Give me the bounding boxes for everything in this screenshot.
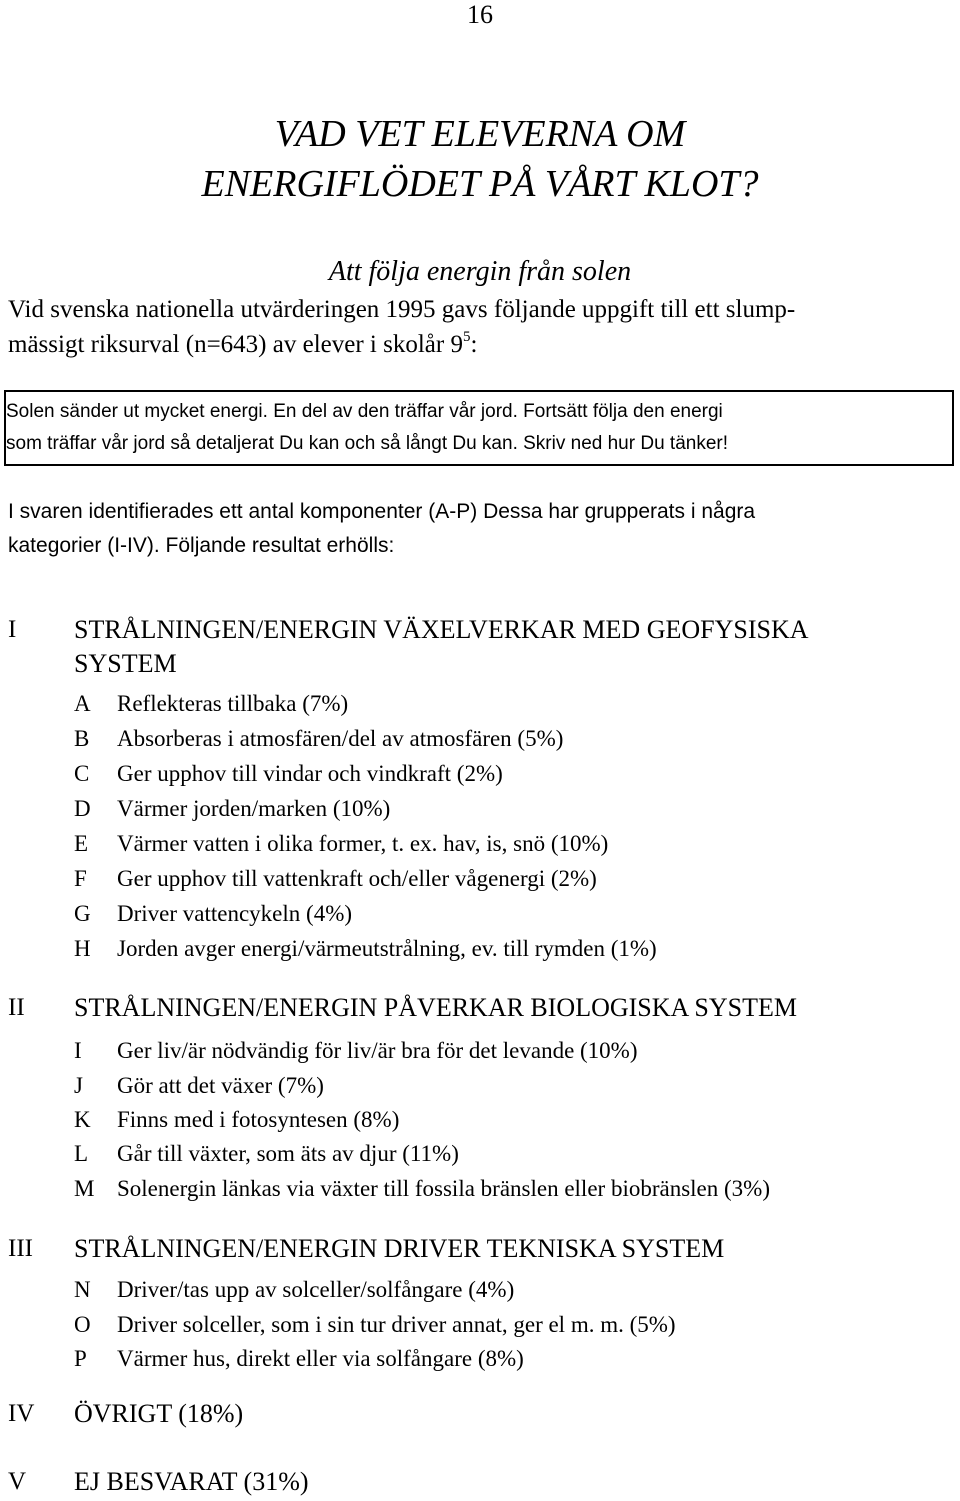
item-text: Jorden avger energi/värmeutstrålning, ev. till rymden (1%) xyxy=(117,936,657,961)
item-text: Solenergin länkas via växter till fossila bränslen eller biobränslen (3%) xyxy=(117,1176,770,1201)
task-line-1: Solen sänder ut mycket energi. En del av den träffar vår jord. Fortsätt följa den energi xyxy=(6,401,723,422)
results-intro-line-1: I svaren identifierades ett antal komponenter (A-P) Dessa har grupperats i några xyxy=(8,500,756,523)
intro-line-2-end: : xyxy=(470,331,478,358)
item-text: Ger upphov till vattenkraft och/eller vågenergi (2%) xyxy=(117,866,597,891)
item-text: Ger upphov till vindar och vindkraft (2%) xyxy=(117,761,503,786)
category-heading: ÖVRIGT (18%) xyxy=(74,1399,244,1428)
footnote-marker: 5 xyxy=(462,329,471,345)
task-line-2: som träffar vår jord så detaljerat Du kan och så långt Du kan. Skriv ned hur Du tänker! xyxy=(6,433,728,454)
category-heading: STRÅLNINGEN/ENERGIN DRIVER TEKNISKA SYSTEM xyxy=(74,1234,725,1263)
item-letter: D xyxy=(74,796,91,821)
category-numeral: III xyxy=(8,1235,33,1262)
item-letter: F xyxy=(74,866,87,891)
category-heading: STRÅLNINGEN/ENERGIN PÅVERKAR BIOLOGISKA SYSTEM xyxy=(74,993,797,1022)
category-numeral: I xyxy=(8,616,17,643)
item-text: Driver vattencykeln (4%) xyxy=(117,901,353,926)
item-letter: G xyxy=(74,901,91,926)
item-text: Går till växter, som äts av djur (11%) xyxy=(117,1141,459,1166)
item-text: Värmer jorden/marken (10%) xyxy=(117,796,391,821)
item-text: Driver/tas upp av solceller/solfångare (4%) xyxy=(117,1277,515,1302)
item-text: Värmer hus, direkt eller via solfångare (8%) xyxy=(117,1346,524,1371)
category-heading-cont: SYSTEM xyxy=(74,649,177,678)
page-number: 16 xyxy=(467,0,493,29)
item-letter: I xyxy=(74,1038,82,1063)
item-text: Absorberas i atmosfären/del av atmosfären (5%) xyxy=(117,726,564,751)
section-subtitle: Att följa energin från solen xyxy=(328,256,632,287)
item-letter: H xyxy=(74,936,91,961)
item-text: Ger liv/är nödvändig för liv/är bra för det levande (10%) xyxy=(117,1038,638,1063)
category-numeral: V xyxy=(8,1468,27,1495)
item-letter: L xyxy=(74,1141,89,1166)
item-letter: M xyxy=(74,1176,95,1201)
item-text: Driver solceller, som i sin tur driver annat, ger el m. m. (5%) xyxy=(117,1312,676,1337)
intro-line-1: Vid svenska nationella utvärderingen 1995 gavs följande uppgift till ett slump- xyxy=(8,296,796,323)
category-numeral: II xyxy=(8,994,25,1021)
page-title-line-1: VAD VET ELEVERNA OM xyxy=(274,113,686,155)
item-text: Värmer vatten i olika former, t. ex. hav, is, snö (10%) xyxy=(117,831,609,856)
item-text: Gör att det växer (7%) xyxy=(117,1073,324,1098)
item-letter: K xyxy=(74,1107,91,1132)
item-text: Finns med i fotosyntesen (8%) xyxy=(117,1107,400,1132)
page-title-line-2: ENERGIFLÖDET PÅ VÅRT KLOT? xyxy=(201,163,759,205)
item-letter: B xyxy=(74,726,90,751)
category-heading: STRÅLNINGEN/ENERGIN VÄXELVERKAR MED GEOFYSISKA xyxy=(74,615,809,644)
intro-line-2-text: mässigt riksurval (n=643) av elever i skolår 9 xyxy=(8,331,463,358)
item-letter: J xyxy=(74,1073,83,1098)
intro-line-2 xyxy=(8,331,477,359)
results-intro-line-2: kategorier (I-IV). Följande resultat erhölls: xyxy=(8,534,395,557)
category-numeral: IV xyxy=(8,1400,35,1427)
item-letter: P xyxy=(74,1346,87,1371)
item-letter: E xyxy=(74,831,89,856)
item-text: Reflekteras tillbaka (7%) xyxy=(117,691,349,716)
item-letter: C xyxy=(74,761,90,786)
category-heading: EJ BESVARAT (31%) xyxy=(74,1467,309,1496)
item-letter: A xyxy=(74,691,91,716)
item-letter: O xyxy=(74,1312,91,1337)
item-letter: N xyxy=(74,1277,91,1302)
